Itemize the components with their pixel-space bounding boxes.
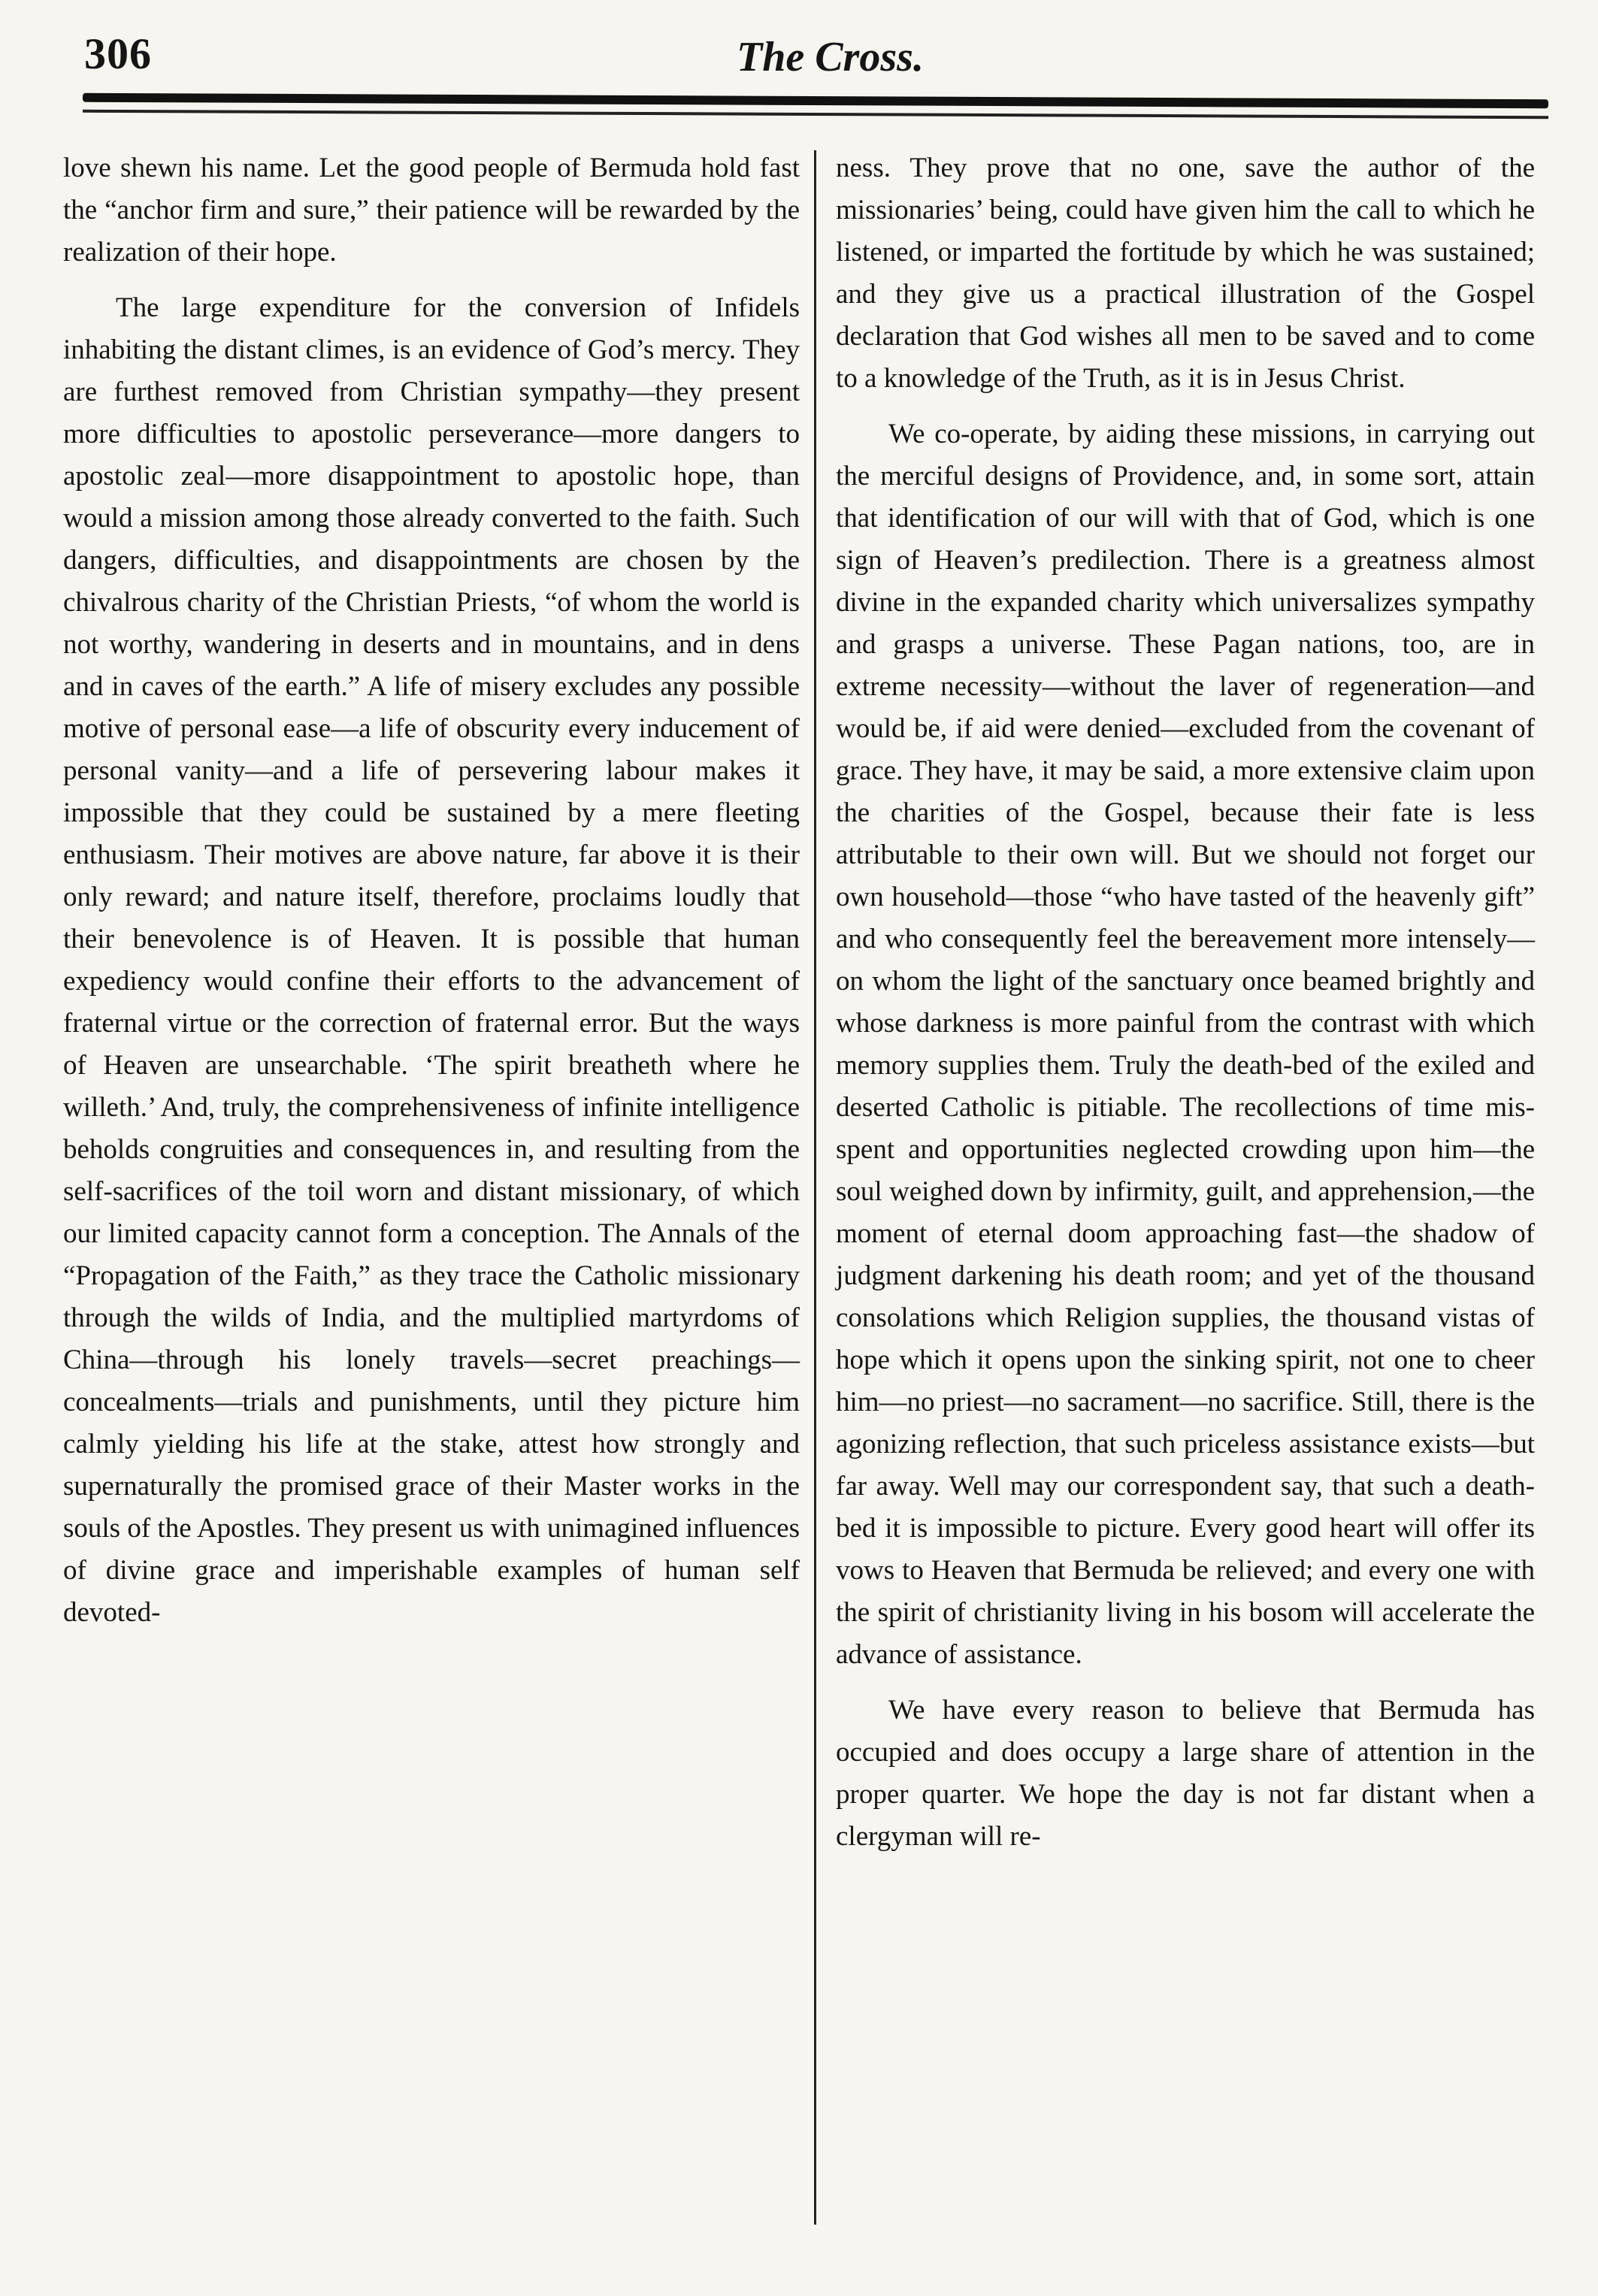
header-rule-thin xyxy=(83,110,1548,119)
right-column xyxy=(836,147,1535,1871)
running-title: The Cross. xyxy=(737,34,924,80)
column-divider xyxy=(814,150,816,2225)
right-paragraph-3: We have every reason to believe that Bermuda has occupied and does occupy a large share of attention in the proper quarter. We hope the day is not far distant when a clergyman will re- xyxy=(836,1695,1535,1852)
left-paragraph-2: The large expenditure for the conversion of Infidels inhabiting the distant climes, is an evidence of God’s mercy. They are furthest removed from Christian sympathy—they present more difficulties to apostolic perseverance—more dangers to apostolic zeal—more disappointment to apostolic hope, than would a mission among those already converted to the faith. Such dangers, difficulties, and disappointments are chosen by the chivalrous charity of the Christian Priests, “of whom the world is not worthy, wandering in deserts and in mountains, and in dens and in caves of the earth.” A life of misery excludes any possible motive of personal ease—a life of obscurity every inducement of personal vanity—and a life of persevering labour makes it impossible that they could be sustained by a mere fleeting enthusiasm. Their motives are above nature, far above it is their only reward; and nature itself, therefore, proclaims loudly that their benevolence is of Heaven. It is possible that human expediency would confine their efforts to the advancement of fraternal virtue or the correction of fraternal error. But the ways of Heaven are unsearchable. ‘The spirit breatheth where he willeth.’ And, truly, the comprehensiveness of infinite intelligence beholds congruities and consequences in, and resulting from the self-sacrifices of the toil worn and distant missionary, of which our limited capacity cannot form a conception. The Annals of the “Propagation of the Faith,” as they trace the Catholic missionary through the wilds of India, and the multiplied martyrdoms of China—through his lonely travels—secret preachings—concealments—trials and punishments, until they picture him calmly yielding his life at the stake, attest how strongly and supernaturally the promised grace of their Master works in the souls of the Apostles. They present us with unimagined influences of divine grace and imperishable examples of human self devoted- xyxy=(63,292,800,1628)
header-rule-thick xyxy=(83,93,1548,109)
page-header xyxy=(0,0,1598,150)
page-number: 306 xyxy=(84,29,152,78)
left-paragraph-1: love shewn his name. Let the good people of Bermuda hold fast the “anchor firm and sure,” their patience will be rewarded by the realization of their hope. xyxy=(63,153,800,268)
right-paragraph-2: We co-operate, by aiding these missions, in carrying out the merciful designs of Providence, and, in some sort, attain that identification of our will with that of God, which is one sign of Heaven’s predilection. There is a greatness almost divine in the expanded charity which universalizes sympathy and grasps a universe. These Pagan nations, too, are in extreme necessity—without the laver of regeneration—and would be, if aid were denied—excluded from the covenant of grace. They have, it may be said, a more extensive claim upon the charities of the Gospel, because their fate is less attributable to their own will. But we should not forget our own household—those “who have tasted of the heavenly gift” and who consequently feel the bereavement more intensely—on whom the light of the sanctuary once beamed brightly and whose darkness is more painful from the contrast with which memory supplies them. Truly the death-bed of the exiled and deserted Catholic is pitiable. The recollections of time mis-spent and opportunities neglected crowding upon him—the soul weighed down by infirmity, guilt, and apprehension,—the moment of eternal doom approaching fast—the shadow of judgment darkening his death room; and yet of the thousand consolations which Religion supplies, the thousand vistas of hope which it opens upon the sinking spirit, not one to cheer him—no priest—no sacrament—no sacrifice. Still, there is the agonizing reflection, that such priceless assistance exists—but far away. Well may our correspondent say, that such a death-bed it is impossible to picture. Every good heart will offer its vows to Heaven that Bermuda be relieved; and every one with the spirit of christianity living in his bosom will accelerate the advance of assistance. xyxy=(836,419,1535,1670)
left-column xyxy=(63,147,800,1647)
right-paragraph-1: ness. They prove that no one, save the author of the missionaries’ being, could have given him the call to which he listened, or imparted the fortitude by which he was sustained; and they give us a practical illustration of the Gospel declaration that God wishes all men to be saved and to come to a knowledge of the Truth, as it is in Jesus Christ. xyxy=(836,153,1535,394)
